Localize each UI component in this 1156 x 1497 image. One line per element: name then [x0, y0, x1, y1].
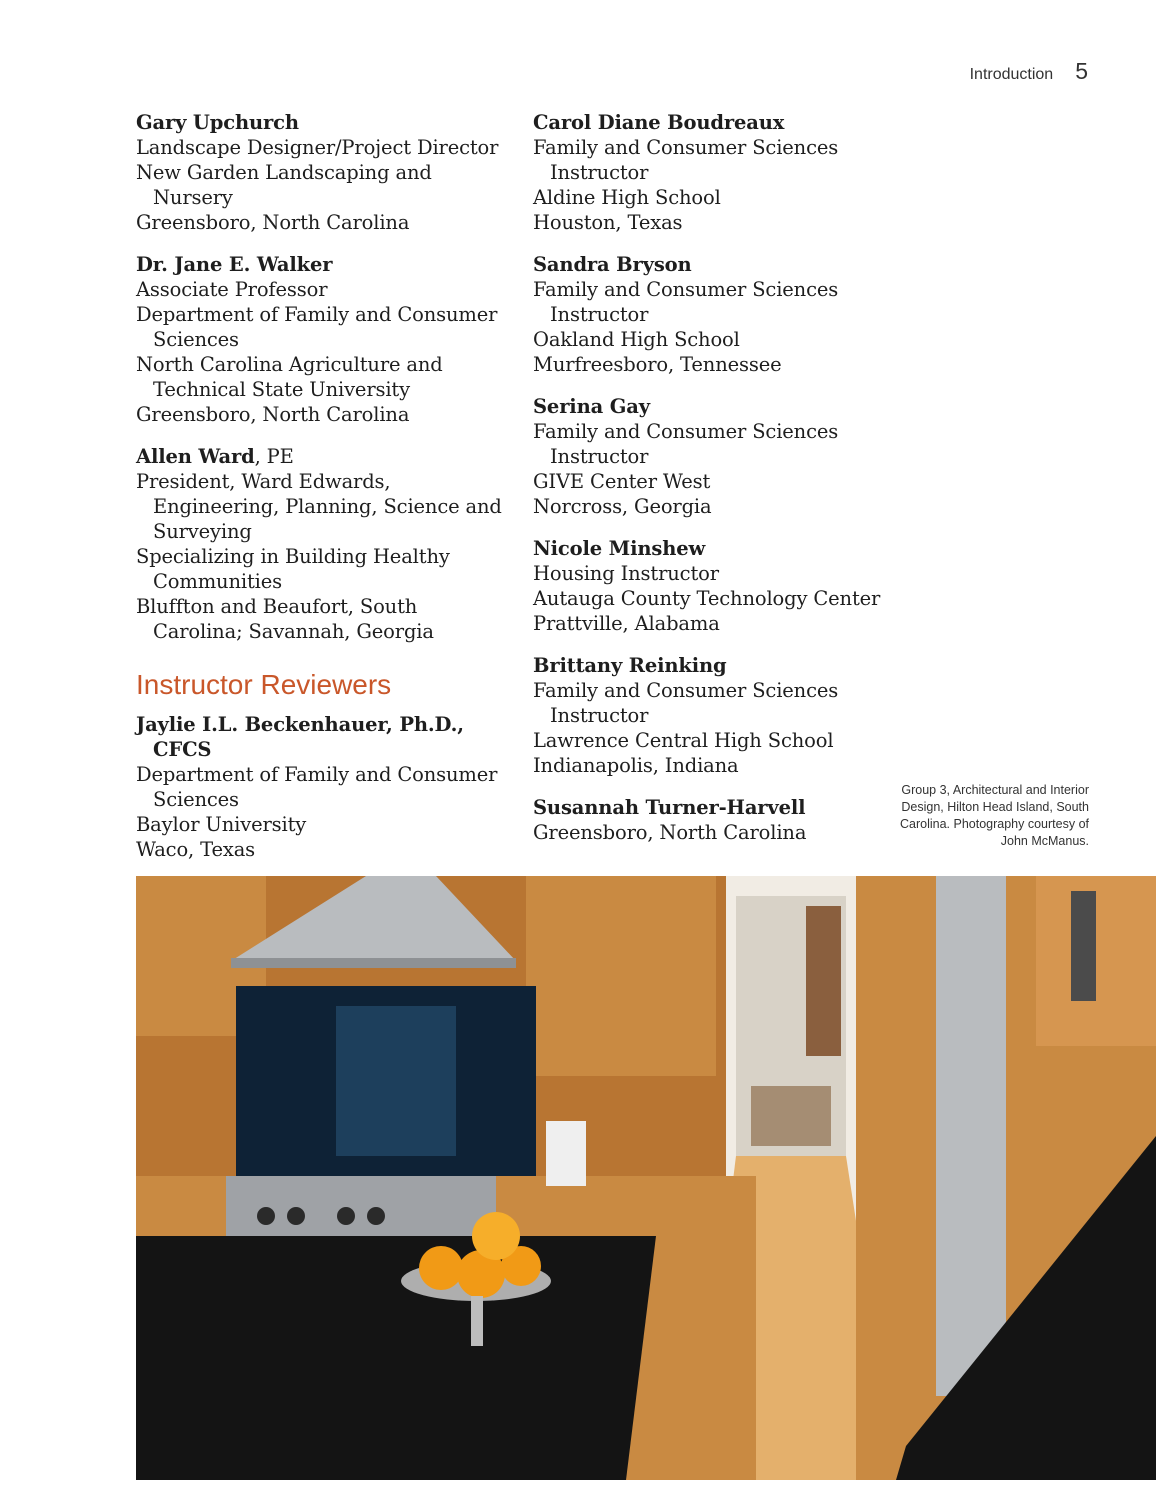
- running-head: [970, 58, 1088, 85]
- reviewer-detail-line: Autauga County Technology Center: [533, 587, 881, 610]
- reviewer-entry-susannah-turner-harvell: [533, 795, 893, 845]
- reviewer-name-line: [533, 536, 893, 561]
- reviewer-name-line: [136, 444, 511, 469]
- reviewer-detail-line: Indianapolis, Indiana: [533, 754, 739, 777]
- refrigerator: [936, 876, 1006, 1396]
- reviewer-detail-line: Specializing in Building Healthy Communities: [136, 545, 450, 593]
- page-number: 5: [1075, 58, 1088, 84]
- reviewer-name-line: [533, 394, 893, 419]
- stove: [226, 1176, 496, 1236]
- reviewer-detail-line: Department of Family and Consumer Sciences: [136, 303, 498, 351]
- orange-1: [419, 1246, 463, 1290]
- reviewer-credential: , PE: [254, 445, 294, 468]
- reviewer-detail-line: Greensboro, North Carolina: [136, 403, 410, 426]
- reviewer-detail-line: Family and Consumer Sciences Instructor: [533, 278, 839, 326]
- reviewer-detail-line: Prattville, Alabama: [533, 612, 720, 635]
- reviewer-name: Allen Ward: [136, 445, 255, 468]
- running-head-section: Introduction: [969, 66, 1054, 83]
- stove-knob-4: [367, 1207, 385, 1225]
- reviewer-name: Brittany Reinking: [533, 654, 727, 677]
- reviewer-detail-line: Oakland High School: [533, 328, 740, 351]
- reviewer-name-line: [533, 653, 893, 678]
- reviewer-detail-line: Landscape Designer/Project Director: [136, 136, 499, 159]
- reviewer-detail-line: Waco, Texas: [136, 838, 256, 861]
- reviewer-name: Carol Diane Boudreaux: [533, 111, 785, 134]
- reviewer-name-line: [136, 252, 511, 277]
- sofa: [751, 1086, 831, 1146]
- reviewer-detail-line: Lawrence Central High School: [533, 729, 834, 752]
- reviewer-entry-jaylie-i-l-beckenhauer-ph-d-cfcs: [136, 712, 511, 862]
- reviewer-name-line: [136, 110, 511, 135]
- reviewer-detail-line: Family and Consumer Sciences Instructor: [533, 136, 839, 184]
- reviewer-name: Gary Upchurch: [136, 111, 299, 134]
- left-column: [136, 110, 511, 879]
- reviewer-entry-nicole-minshew: [533, 536, 893, 636]
- bowl-stem: [471, 1296, 483, 1346]
- stove-knob-3: [337, 1207, 355, 1225]
- right-column: [533, 110, 893, 862]
- upper-cabinet-middle: [526, 876, 716, 1076]
- reviewer-detail-line: Family and Consumer Sciences Instructor: [533, 679, 839, 727]
- reviewer-entry-gary-upchurch: [136, 110, 511, 235]
- reviewer-name: Serina Gay: [533, 395, 650, 418]
- reviewer-entry-serina-gay: [533, 394, 893, 519]
- reviewer-detail-line: New Garden Landscaping and Nursery: [136, 161, 432, 209]
- reviewer-name-line: [136, 712, 511, 762]
- reviewer-entry-sandra-bryson: [533, 252, 893, 377]
- reviewer-detail-line: Associate Professor: [136, 278, 328, 301]
- bookshelf: [806, 906, 841, 1056]
- reviewer-list-top: [136, 110, 511, 644]
- reviewer-detail-line: Murfreesboro, Tennessee: [533, 353, 782, 376]
- kitchen-photo: [136, 876, 1156, 1480]
- reviewer-detail-line: President, Ward Edwards, Engineering, Planning, Science and Surveying: [136, 470, 502, 543]
- reviewer-name: Dr. Jane E. Walker: [136, 253, 333, 276]
- reviewer-detail-line: Family and Consumer Sciences Instructor: [533, 420, 839, 468]
- reviewer-detail-line: Bluffton and Beaufort, South Carolina; Savannah, Georgia: [136, 595, 434, 643]
- reviewer-entry-dr-jane-e-walker: [136, 252, 511, 427]
- reviewer-name-line: [533, 252, 893, 277]
- reviewer-entry-allen-ward: [136, 444, 511, 644]
- stove-knob-1: [257, 1207, 275, 1225]
- cabinet-glass: [1071, 891, 1096, 1001]
- reviewer-detail-line: Norcross, Georgia: [533, 495, 712, 518]
- reviewer-detail-line: GIVE Center West: [533, 470, 711, 493]
- photo-caption: Group 3, Architectural and Interior Design, Hilton Head Island, South Carolina. Photography courtesy of John McManus.: [900, 783, 1089, 848]
- kitchen-illustration: [136, 876, 1156, 1480]
- reviewer-detail-line: Greensboro, North Carolina: [533, 821, 807, 844]
- reviewer-name: Susannah Turner-Harvell: [533, 796, 806, 819]
- reviewer-detail-line: Department of Family and Consumer Sciences: [136, 763, 498, 811]
- reviewer-name-line: [533, 110, 893, 135]
- utensil-holder: [546, 1121, 586, 1186]
- reviewer-detail-line: Baylor University: [136, 813, 307, 836]
- instructor-reviewer-list-continued: [533, 110, 893, 845]
- reviewer-entry-carol-diane-boudreaux: [533, 110, 893, 235]
- orange-4: [472, 1212, 520, 1260]
- reviewer-detail-line: Aldine High School: [533, 186, 721, 209]
- reviewer-detail-line: North Carolina Agriculture and Technical State University: [136, 353, 443, 401]
- reviewer-name-line: [533, 795, 893, 820]
- window-reflection: [336, 1006, 456, 1156]
- reviewer-name: Nicole Minshew: [533, 537, 706, 560]
- reviewer-detail-line: Houston, Texas: [533, 211, 683, 234]
- island-counter: [136, 1236, 656, 1480]
- instructor-reviewer-list: [136, 712, 511, 862]
- range-hood-edge: [231, 958, 516, 968]
- reviewer-entry-brittany-reinking: [533, 653, 893, 778]
- reviewer-name: Sandra Bryson: [533, 253, 692, 276]
- reviewer-name: Jaylie I.L. Beckenhauer, Ph.D., CFCS: [136, 713, 464, 761]
- section-heading-instructor-reviewers: Instructor Reviewers: [136, 669, 392, 700]
- reviewer-detail-line: Greensboro, North Carolina: [136, 211, 410, 234]
- reviewer-detail-line: Housing Instructor: [533, 562, 719, 585]
- stove-knob-2: [287, 1207, 305, 1225]
